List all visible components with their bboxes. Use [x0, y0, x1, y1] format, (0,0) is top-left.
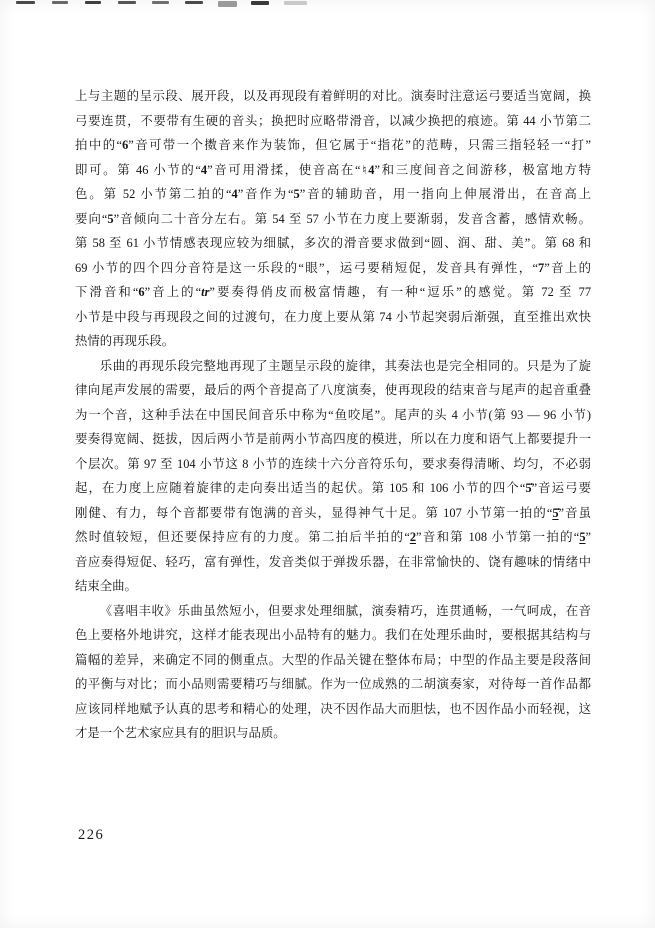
text-line: 色。第 52 小节第二拍的“4”音作为“5”音的辅助音，用一指向上伸展滑出，在音高上	[75, 187, 592, 201]
scan-dash-mark	[185, 1, 203, 4]
text-line: 上与主题的呈示段、展开段，以及再现段有着鲜明的对比。演奏时注意运弓要适当宽阔，换	[75, 89, 591, 103]
text-line: 为一个音，这种手法在中国民间音乐中称为“鱼咬尾”。尾声的头 4 小节(第 93 — 96 小节)	[75, 407, 591, 422]
text-line: 结束全曲。	[75, 579, 137, 593]
scan-dash-mark	[218, 1, 237, 7]
text-line: 热情的再现乐段。	[75, 334, 175, 348]
text-line: 然时值较短，但还要保持应有的力度。第二拍后半拍的“2”音和第 108 小节第一拍的“5”	[75, 530, 592, 544]
text-line: 篇幅的差异，来确定不同的侧重点。大型的作品关键在整体布局；中型的作品主要是段落间	[75, 652, 591, 667]
scan-dash-mark	[52, 1, 68, 4]
text-line: 第 58 至 61 小节情感表现应较为细腻，多次的滑音要求做到“圆、润、甜、美”。第 68 和	[75, 236, 591, 250]
text-line: 即可。第 46 小节的“4”音可用滑揉，使音高在“♮4”和三度间音之间游移，极富地方特	[75, 162, 592, 177]
body-text	[75, 84, 591, 746]
text-line: 小节是中段与再现段之间的过渡句，在力度上要从第 74 小节起突弱后渐强，直至推出欢快	[75, 309, 591, 324]
text-line: 刚健、有力，每个音都要带有饱满的音头，显得神气十足。第 107 小节第一拍的“5̇”音虽	[75, 505, 592, 520]
scan-dash-mark	[152, 1, 169, 4]
text-line: 要奏得宽阔、挺拔，因后两小节是前两小节高四度的模进，所以在力度和语气上都要提升一	[75, 432, 591, 446]
text-line: 律向尾声发展的需要，最后的两个音提高了八度演奏，使再现段的结束音与尾声的起音重叠	[75, 383, 591, 397]
text-line: 《喜唱丰收》乐曲虽然短小，但要求处理细腻，演奏精巧，连贯通畅，一气呵成，在音	[99, 603, 591, 618]
scan-dash-mark	[118, 1, 136, 4]
page-top-scan-marks	[0, 0, 655, 12]
paragraph	[75, 599, 591, 746]
scan-dash-mark	[85, 1, 101, 4]
page-number: 226	[78, 827, 105, 843]
text-line: 弓要连贯，不要带有生硬的音头；换把时应略带滑音，以减少换把的痕迹。第 44 小节第二	[75, 113, 591, 128]
text-line: 拍中的“6”音可带一个擞音来作为装饰，但它属于“指花”的范畴，只需三指轻轻一“打”	[75, 138, 592, 152]
text-line: 应该同样地赋予认真的思考和精心的处理，决不因作品大而胆怯，也不因作品小而轻视，这	[75, 701, 591, 716]
scan-dash-mark	[284, 1, 307, 5]
text-line: 起，在力度上应随着旋律的走向奏出适当的起伏。第 105 和 106 小节的四个“5̇”音运弓要	[75, 481, 592, 495]
text-line: 要向“5”音倾向二十音分左右。第 54 至 57 小节在力度上要渐弱，发音含蓄，感情欢畅。	[75, 211, 592, 226]
text-line: 色上要格外地讲究，这样才能表现出小品特有的魅力。我们在处理乐曲时，要根据其结构与	[75, 628, 591, 642]
scan-dash-mark	[16, 1, 35, 4]
paragraph	[75, 84, 591, 354]
text-line: 下滑音和“6”音上的“tr”要奏得俏皮而极富情趣，有一种“逗乐”的感觉。第 72 至 77	[75, 285, 592, 299]
text-line: 个层次。第 97 至 104 小节这 8 小节的连续十六分音符乐句，要求奏得清晰、均匀，不必弱	[75, 456, 591, 471]
text-line: 音应奏得短促、轻巧，富有弹性，发音类似于弹拨乐器，在非常愉快的、饶有趣味的情绪中	[75, 554, 591, 569]
text-line: 69 小节的四个四分音符是这一乐段的“眼”，运弓要稍短促，发音具有弹性，“7”音上的	[75, 260, 591, 275]
text-line: 乐曲的再现乐段完整地再现了主题呈示段的旋律，其奏法也是完全相同的。只是为了旋	[99, 358, 591, 373]
text-line: 才是一个艺术家应具有的胆识与品质。	[75, 726, 286, 740]
text-line: 的平衡与对比；而小品则需要精巧与细腻。作为一位成熟的二胡演奏家，对待每一首作品都	[75, 677, 591, 691]
paragraph	[75, 354, 591, 599]
scan-dash-mark	[251, 1, 269, 5]
